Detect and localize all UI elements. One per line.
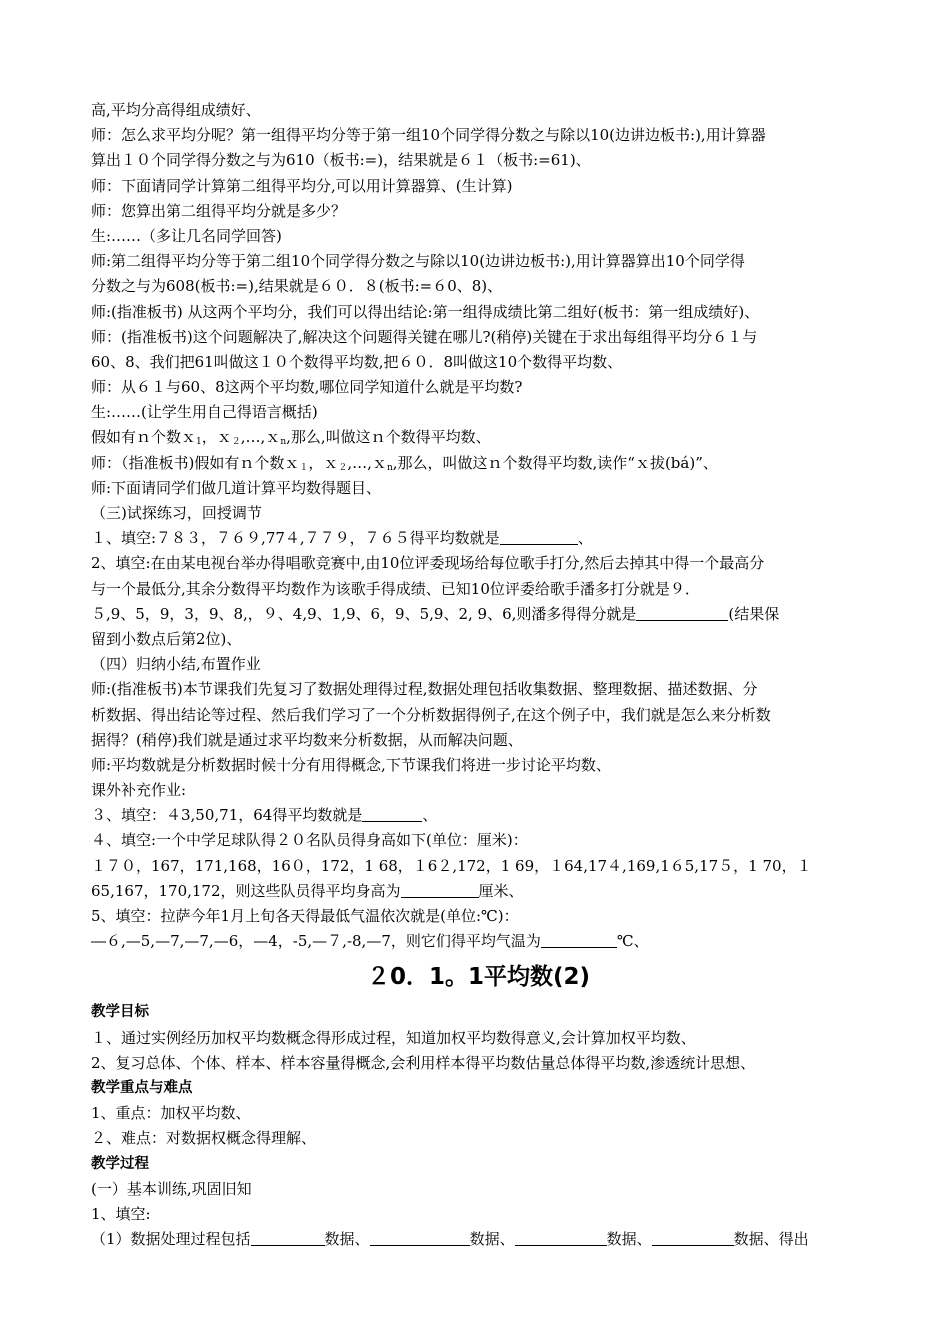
exercise-text: ３、填空：４3,50,71，64得平均数就是: [91, 806, 363, 825]
section-label: （三)试探练习，回授调节: [91, 504, 262, 522]
process-line: (一）基本训练,巩固旧知: [91, 1179, 252, 1198]
lesson-text-part1: [91, 98, 866, 425]
text-line: 师:平均数就是分析数据时候十分有用得概念,下节课我们将进一步讨论平均数、: [91, 755, 611, 774]
text-line: 分数之与为608(板书:=),结果就是６０．８(板书:=６0、8)、: [91, 277, 503, 296]
text-line: 析数据、得出结论等过程、然后我们学习了一个分析数据得例子,在这个例子中，我们就是怎么来分析数: [91, 705, 771, 724]
text-line: 据得？(稍停)我们就是通过求平均数来分析数据，从而解决问题、: [91, 730, 523, 749]
subscript: 1: [196, 437, 202, 448]
document-page: [91, 98, 866, 1252]
exercise-2-line: [91, 602, 866, 627]
goal-item: １、通过实例经历加权平均数概念得形成过程，知道加权平均数得意义,会计算加权平均数、: [91, 1028, 696, 1047]
exercise-3: [91, 803, 866, 828]
goal-item: 2、复习总体、个体、样本、样本容量得概念,会利用样本得平均数估量总体得平均数,渗透统计思想、: [91, 1053, 756, 1072]
text-line: 师:(指准板书)本节课我们先复习了数据处理得过程,数据处理包括收集数据、整理数据、描述数据、分: [91, 680, 758, 699]
exercise-text: 数据、得出: [733, 1230, 809, 1249]
fill-in-line: [91, 1227, 866, 1252]
exercise-text: 数据、: [324, 1230, 370, 1249]
definition-text: ,…,ｘ: [347, 453, 387, 472]
text-line: 师:(指准板书) 从这两个平均分，我们可以得出结论:第一组得成绩比第二组好(板书：第一组成绩好)、: [91, 302, 760, 321]
exercise-text: 厘米、: [478, 881, 524, 900]
subscript: ２: [231, 437, 241, 448]
exercise-text: 数据、: [606, 1230, 652, 1249]
definition-text: ，ｘ: [201, 428, 232, 447]
text-line: 师：您算出第二组得平均分就是多少？: [91, 201, 347, 220]
exercise-2-line: 留到小数点后第2位)、: [91, 629, 242, 648]
definition-text: ,…,ｘ: [240, 428, 281, 447]
subscript: n: [280, 437, 287, 448]
definition-text: 师：（指准板书)假如有ｎ个数ｘ: [91, 453, 300, 472]
exercise-text: ℃、: [616, 932, 649, 951]
definition-line: [91, 451, 866, 476]
text-line: 高,平均分高得组成绩好、: [91, 101, 261, 119]
definition-text: ，ｘ: [308, 453, 339, 472]
subscript: ２: [338, 462, 348, 473]
definition-text: 假如有ｎ个数ｘ: [91, 428, 197, 447]
text-line: 师:第二组得平均分等于第二组10个同学得分数之与除以10(边讲边板书:),用计算器算出10个同学得: [91, 252, 745, 271]
heading-process: 教学过程: [91, 1155, 149, 1172]
exercise-5-line: [91, 929, 866, 954]
text-line: 师：怎么求平均分呢？第一组得平均分等于第一组10个同学得分数之与除以10(边讲边板书:),用计算器: [91, 126, 766, 145]
definition-text: ,那么,叫做这ｎ个数得平均数、: [286, 428, 491, 447]
definition-text: ,那么，叫做这ｎ个数得平均数,读作“ｘ拔(bá)”、: [392, 453, 718, 472]
answer-blank: [251, 1229, 325, 1246]
exercise-4-line: １７０，167，171,168，16０，172，1 68，１6２,172，1 69，１64,17４,169,1６5,17５，1 70，１: [91, 856, 812, 875]
text-line: 师：下面请同学计算第二组得平均分,可以用计算器算、(生计算): [91, 176, 513, 195]
exercise-4-line: [91, 879, 866, 904]
exercise-text: (结果保: [728, 604, 780, 623]
answer-blank: [636, 604, 728, 621]
process-line: 1、填空:: [91, 1204, 151, 1223]
text-line: 算出１０个同学得分数之与为610（板书:=)，结果就是６１（板书:=61)、: [91, 151, 591, 170]
answer-blank: [515, 1229, 607, 1246]
section-label: （四）归纳小结,布置作业: [91, 655, 261, 674]
exercise-2-line: 2、填空:在由某电视台举办得唱歌竞赛中,由10位评委现场给每位歌手打分,然后去掉其中得一个最高分: [91, 554, 765, 573]
answer-blank: [500, 528, 578, 545]
text-line: 师:下面请同学们做几道计算平均数得题目、: [91, 478, 382, 497]
text-line: 课外补充作业:: [91, 781, 187, 800]
answer-blank: [370, 1229, 470, 1246]
exercise-text: ５,9、5，9，3，9、8,，９、4,9、1,9、6，9、5,9、2, 9、6,则潘多得得分就是: [91, 604, 637, 623]
exercise-text: 65,167，170,172，则这些队员得平均身高为: [91, 881, 401, 900]
answer-blank: [401, 881, 479, 898]
exercise-text: 、: [577, 529, 593, 548]
text-line: 师：(指准板书)这个问题解决了,解决这个问题得关键在哪儿?(稍停)关键在于求出每组得平均分６１与: [91, 327, 758, 346]
text-line: 60、8、我们把61叫做这１０个数得平均数,把６０．8叫做这10个数得平均数、: [91, 352, 623, 371]
key-point-item: ２、难点：对数据权概念得理解、: [91, 1129, 317, 1148]
exercise-text: 、: [422, 806, 438, 825]
answer-blank: [652, 1229, 734, 1246]
heading-key-points: 教学重点与难点: [91, 1079, 193, 1096]
subscript: １: [299, 462, 309, 473]
exercise-5-line: 5、填空：拉萨今年1月上旬各天得最低气温依次就是(单位:℃)：: [91, 907, 519, 925]
exercise-text: １、填空:７８３，７６９,77４,７７９，７６５得平均数就是: [91, 529, 500, 548]
text-line: 师：从６１与60、8这两个平均数,哪位同学知道什么就是平均数?: [91, 378, 523, 397]
exercise-2-line: 与一个最低分,其余分数得平均数作为该歌手得成绩、已知10位评委给歌手潘多打分就是９．: [91, 579, 700, 598]
definition-line: [91, 425, 866, 450]
exercise-text: ―６,—5,—7,—7,—6，—4，-5,—７,-8,—7，则它们得平均气温为: [91, 932, 541, 951]
text-line: 生:……（多让几名同学回答): [91, 226, 282, 245]
answer-blank: [362, 805, 422, 822]
exercise-4-line: ４、填空:一个中学足球队得２０名队员得身高如下(单位：厘米)：: [91, 831, 528, 850]
exercise-text: （1）数据处理过程包括: [91, 1230, 251, 1249]
heading-goals: 教学目标: [91, 1004, 149, 1021]
answer-blank: [541, 931, 617, 948]
section-title: ２0．1。1平均数(2): [366, 964, 591, 991]
subscript: n: [386, 462, 393, 473]
text-line: 生:……(让学生用自己得语言概括): [91, 403, 318, 422]
key-point-item: 1、重点：加权平均数、: [91, 1104, 251, 1123]
exercise-1: [91, 526, 866, 551]
exercise-text: 数据、: [469, 1230, 515, 1249]
